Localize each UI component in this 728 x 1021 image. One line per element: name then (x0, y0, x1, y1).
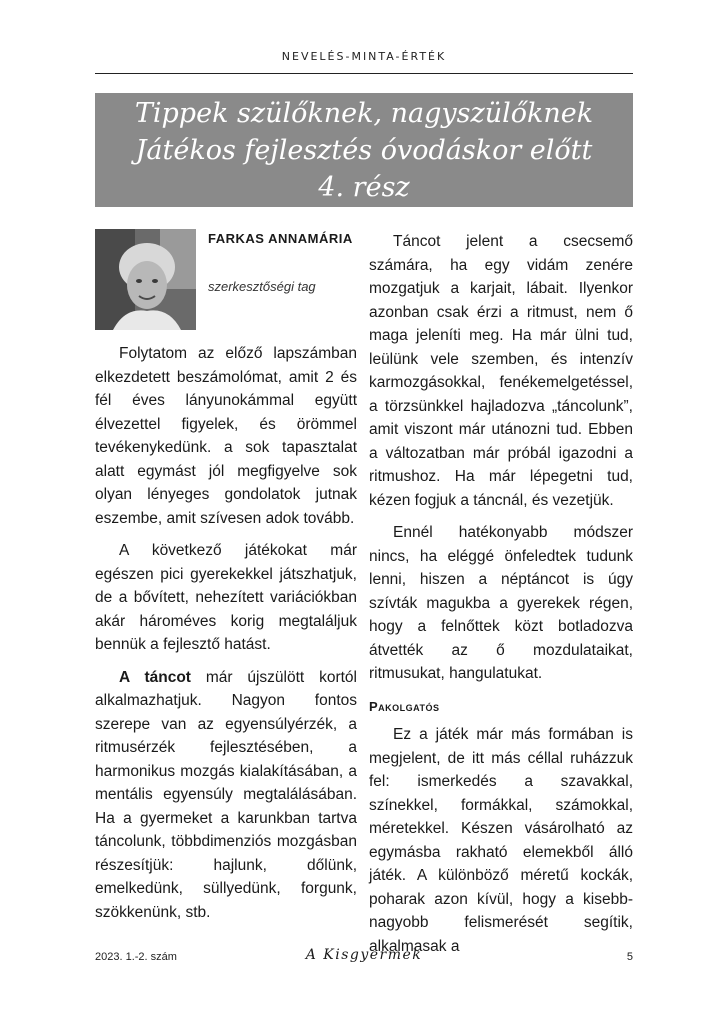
left-column (95, 342, 357, 933)
header-divider (95, 73, 633, 74)
running-header: NEVELÉS-MINTA-ÉRTÉK (281, 50, 447, 63)
author-role: szerkesztőségi tag (208, 279, 316, 294)
paragraph: Táncot jelent a csecsemő számára, ha egy vidám zenére mozgatjuk a karjait, lábait. Ilyenkor azonban csak érzi a ritmust, nem ő maga jeleníti meg. Ha már ülni tud, leülünk vele szemben, és intenzív karmozgásokkal, fenékemelgetéssel, a törzsünkkel hajladozva „táncolunk”, amit viszont már utánozni tud. Ebben a változatban már próbál igazodni a ritmushoz. Ha már lépegetni tud, kézen fogjuk a táncnál, és vezetjük. (369, 233, 633, 509)
article-title-line-2: Játékos fejlesztés óvodáskor előtt (135, 135, 593, 166)
paragraph: Ennél hatékonyabb módszer nincs, ha eléggé önfeledtek tudunk lenni, hiszen a néptáncot is úgy szívták magukba a gyerekek régen, hogy a felnőttek közt botladozva átvették az ő mozdulataikat, ritmusukat, hangulatukat. (369, 524, 633, 682)
author-name: FARKAS ANNAMÁRIA (208, 231, 353, 246)
right-column (369, 230, 633, 967)
author-photo (95, 229, 196, 330)
footer-magazine-name: A Kisgyermek (305, 947, 423, 963)
paragraph: Folytatom az előző lapszámban elkezdetett beszámolómat, amit 2 és fél éves lányunokámmal együtt élvezettel figyelek, és örömmel tevékenykedünk. a sok tapasztalat alatt egymást jól megfigyelve sok olyan lényeges gondolatok jutnak eszembe, amit szívesen adok tovább. (95, 345, 357, 527)
article-title-line-3: 4. rész (318, 172, 410, 203)
article-title-line-1: Tippek szülőknek, nagyszülőknek (134, 98, 594, 129)
section-heading: Pakolgatós (369, 698, 440, 714)
paragraph: Ez a játék már más formában is megjelent, de itt más céllal ruházzuk fel: ismerkedés a szavakkal, színekkel, formákkal, számokkal, méretekkel. Készen vásárolható az egymásba rakható elemekből álló játék. A különböző méretű kockák, poharak azon kívül, hogy a kisebb-nagyobb felismerését segítik, alkalmasak a (369, 726, 633, 955)
article-title-box (95, 93, 633, 207)
paragraph-text: már újszülött kortól alkalmazhatjuk. Nagyon fontos szerepe van az egyensúlyérzék, a ritmusérzék fejlesztésében, a harmonikus mozgás kialakításában, a mentális egyensúly megtalálásában. Ha a gyermeket a karunkban tartva táncolunk, többdimenziós mozgásban részesítjük: hajlunk, dőlünk, emelkedünk, süllyedünk, forgunk, szökkenünk, stb. (95, 668, 357, 921)
bold-lead: A táncot (119, 668, 191, 686)
paragraph: A következő játékokat már egészen pici gyerekekkel játszhatjuk, de a bővített, nehezített variációkban akár hároméves korig megtaláljuk bennük a fejlesztő hatást. (95, 542, 357, 653)
page-number: 5 (626, 951, 633, 963)
paragraph (95, 666, 357, 925)
footer-issue: 2023. 1.-2. szám (95, 951, 177, 963)
